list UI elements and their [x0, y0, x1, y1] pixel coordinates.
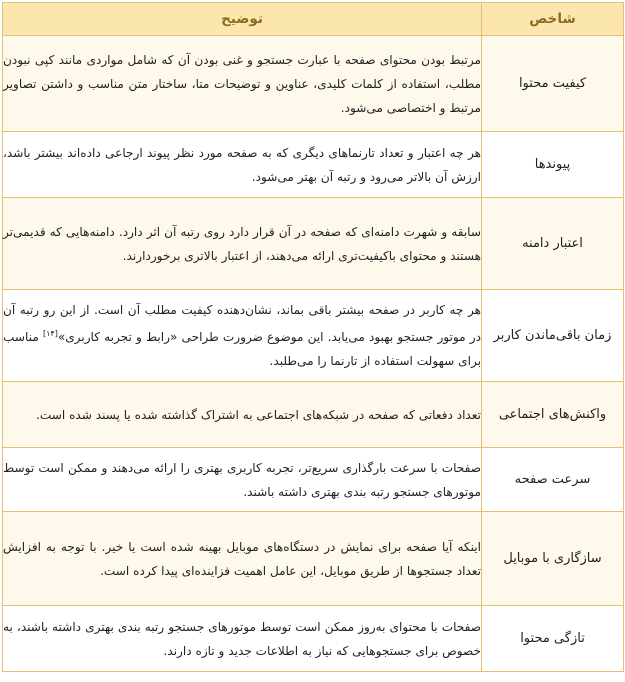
description-cell	[3, 290, 482, 382]
criterion-cell: کیفیت محتوا	[482, 36, 624, 132]
description-text-continued: مناسب برای سهولت استفاده از تارنما را می‌طلبد.	[3, 330, 481, 369]
criterion-cell: اعتبار دامنه	[482, 198, 624, 290]
ranking-factors-table	[2, 2, 624, 672]
description-cell: سابقه و شهرت دامنه‌ای که صفحه در آن قرار دارد روی رتبه آن اثر دارد. دامنه‌هایی که قدیمی‌تر هستند و محتوای باکیفیت‌تری ارائه می‌دهند، از اعتبار بالاتری برخوردارند.	[3, 198, 482, 290]
table-row	[3, 132, 624, 198]
criterion-cell: پیوندها	[482, 132, 624, 198]
criterion-cell: تازگی محتوا	[482, 606, 624, 672]
description-text: هر چه کاربر در صفحه بیشتر باقی بماند، نشان‌دهنده کیفیت مطلب آن است. از این رو رتبه آن در موتور جستجو بهبود می‌یابد. این موضوع ضرورت طراحی «رابط و تجربه کاربری»	[3, 302, 481, 345]
table-row	[3, 198, 624, 290]
footnote-reference: [۱۴]	[42, 328, 58, 338]
table-row	[3, 290, 624, 382]
table-row	[3, 448, 624, 512]
description-cell: اینکه آیا صفحه برای نمایش در دستگاه‌های موبایل بهینه شده است یا خیر. با توجه به افزایش تعداد جستجوها از طریق موبایل، این عامل اهمیت فزاینده‌ای پیدا کرده است.	[3, 512, 482, 606]
table-row	[3, 36, 624, 132]
table-row	[3, 606, 624, 672]
criterion-cell: سرعت صفحه	[482, 448, 624, 512]
criterion-column-header: شاخص	[482, 3, 624, 36]
description-cell: هر چه اعتبار و تعداد تارنماهای دیگری که به صفحه مورد نظر پیوند ارجاعی داده‌اند بیشتر باشد، ارزش آن بالاتر می‌رود و رتبه آن بهتر می‌شود.	[3, 132, 482, 198]
criterion-cell: سازگاری با موبایل	[482, 512, 624, 606]
description-cell: صفحات با محتوای به‌روز ممکن است توسط موتورهای جستجو رتبه بندی بهتری داشته باشند، به خصوص برای جستجوهایی که نیاز به اطلاعات جدید و تازه دارند.	[3, 606, 482, 672]
description-column-header: توضیح	[3, 3, 482, 36]
description-cell: تعداد دفعاتی که صفحه در شبکه‌های اجتماعی به اشتراک گذاشته شده یا پسند شده است.	[3, 382, 482, 448]
criterion-cell: زمان باقی‌ماندن کاربر	[482, 290, 624, 382]
table-row	[3, 382, 624, 448]
criterion-cell: واکنش‌های اجتماعی	[482, 382, 624, 448]
table-header-row	[3, 3, 624, 36]
description-cell: مرتبط بودن محتوای صفحه با عبارت جستجو و غنی بودن آن که شامل مواردی مانند کپی نبودن مطلب، استفاده از کلمات کلیدی، عناوین و توضیحات متا، ساختار متن مناسب و داشتن تصاویر مرتبط و اختصاصی می‌شود.	[3, 36, 482, 132]
table-row	[3, 512, 624, 606]
description-cell: صفحات با سرعت بارگذاری سریع‌تر، تجربه کاربری بهتری را ارائه می‌دهند و ممکن است توسط موتورهای جستجو رتبه بندی بهتری داشته باشند.	[3, 448, 482, 512]
